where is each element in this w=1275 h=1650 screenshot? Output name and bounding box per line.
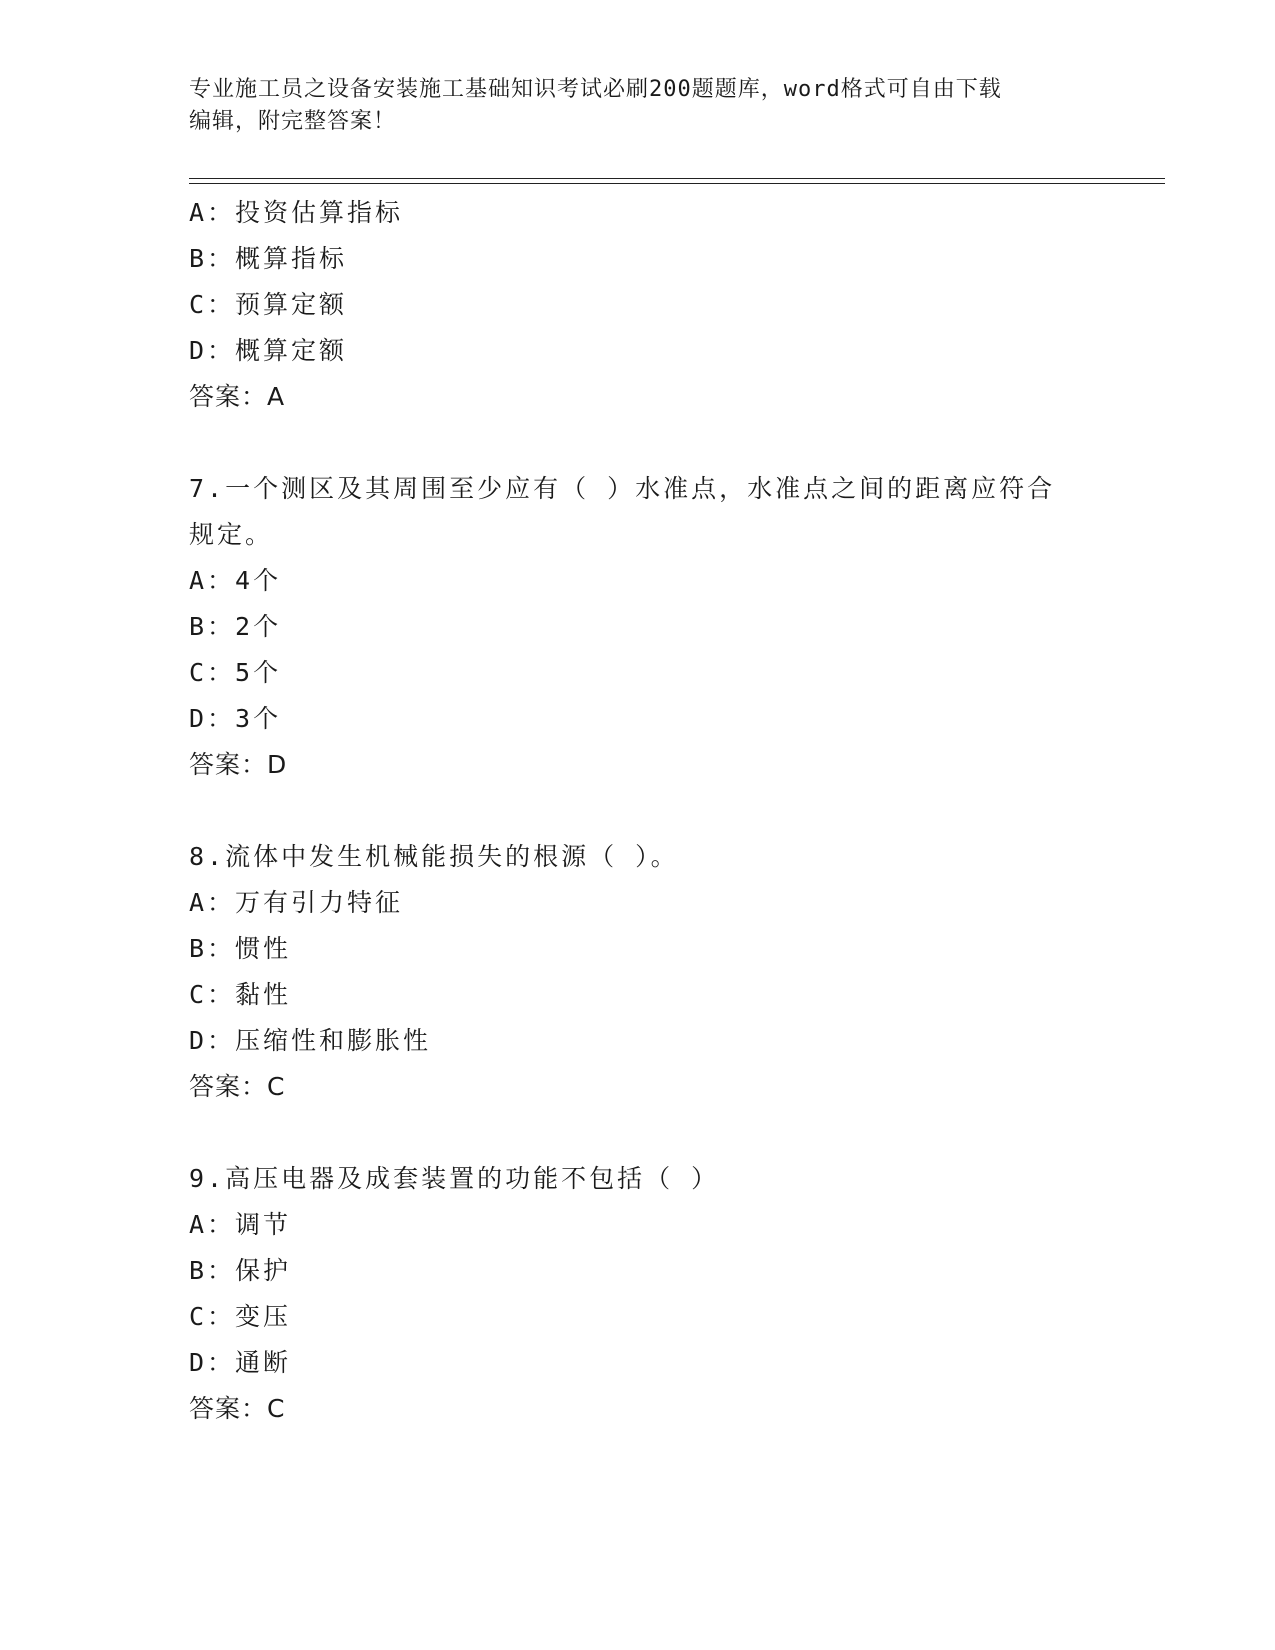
option-a: A：4个: [189, 566, 282, 595]
question-list: [189, 190, 1089, 1432]
header-rule-top: [189, 178, 1165, 179]
question-9: [189, 1156, 1089, 1432]
question-stem-line-1: 7.一个测区及其周围至少应有（ ）水准点，水准点之间的距离应符合: [189, 474, 1056, 503]
question-stem: 8.流体中发生机械能损失的根源（ ）。: [189, 842, 679, 871]
option-c: C：黏性: [189, 980, 292, 1009]
answer: 答案：C: [189, 1072, 286, 1101]
question-stem-line-2: 规定。: [189, 520, 274, 549]
document-header: [189, 74, 1089, 138]
option-a: A：投资估算指标: [189, 198, 404, 227]
option-c: C：5个: [189, 658, 282, 687]
option-d: D：3个: [189, 704, 282, 733]
header-line-1: 专业施工员之设备安装施工基础知识考试必刷200题题库，word格式可自由下载: [189, 77, 1002, 102]
answer: 答案：D: [189, 750, 288, 779]
question-stem: 9.高压电器及成套装置的功能不包括（ ）: [189, 1164, 720, 1193]
option-a: A：万有引力特征: [189, 888, 404, 917]
header-rule-bottom: [189, 183, 1165, 184]
option-b: B：惯性: [189, 934, 292, 963]
option-b: B：2个: [189, 612, 282, 641]
option-d: D：通断: [189, 1348, 292, 1377]
answer: 答案：C: [189, 1394, 286, 1423]
question-6: [189, 190, 1089, 420]
header-line-2: 编辑，附完整答案！: [189, 109, 397, 134]
answer: 答案：A: [189, 382, 286, 411]
option-d: D：压缩性和膨胀性: [189, 1026, 432, 1055]
question-8: [189, 834, 1089, 1110]
question-7: [189, 466, 1089, 788]
option-b: B：概算指标: [189, 244, 348, 273]
option-d: D：概算定额: [189, 336, 348, 365]
option-c: C：预算定额: [189, 290, 348, 319]
option-b: B：保护: [189, 1256, 292, 1285]
option-a: A：调节: [189, 1210, 292, 1239]
option-c: C：变压: [189, 1302, 292, 1331]
